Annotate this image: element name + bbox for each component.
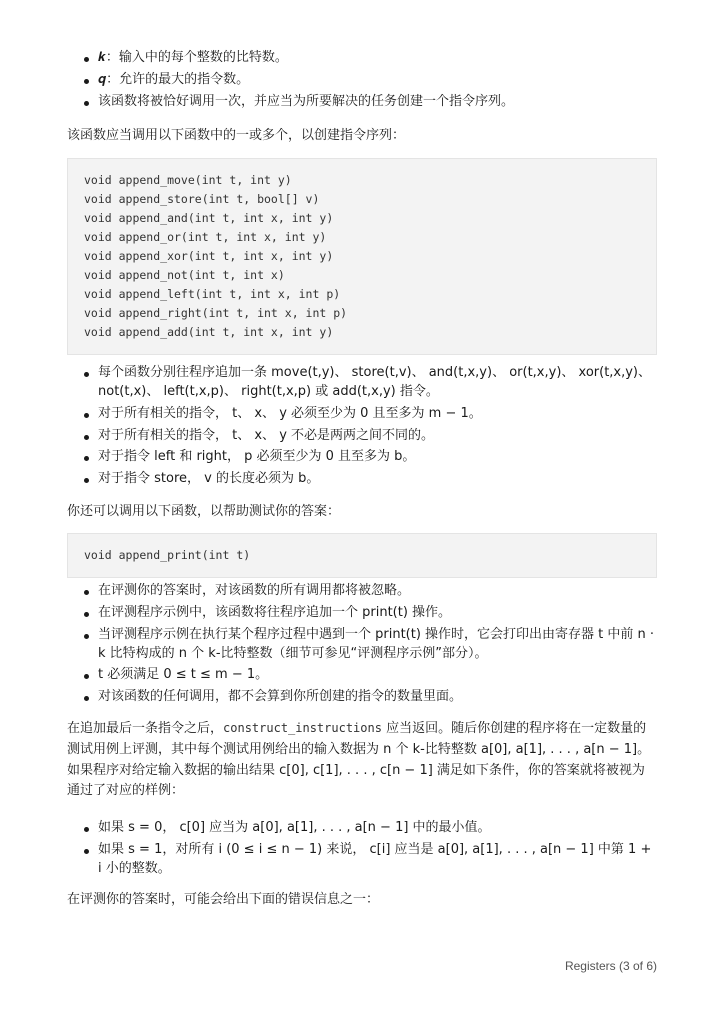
- function-name: construct_instructions: [223, 721, 382, 735]
- list-item: 如果 s = 1，对所有 i (0 ≤ i ≤ n − 1) 来说， c[i] 应当是 a[0], a[1], . . . , a[n − 1] 中第 1 + i 小的整数。: [60, 841, 657, 879]
- list-item: 对于指令 store， v 的长度必须为 b。: [60, 470, 657, 489]
- list-item: t 必须满足 0 ≤ t ≤ m − 1。: [60, 666, 657, 685]
- paragraph: 在评测你的答案时，可能会给出下面的错误信息之一：: [67, 892, 380, 907]
- list-item: 对于所有相关的指令， t、 x、 y 不必是两两之间不同的。: [60, 427, 657, 446]
- list-item: 该函数将被恰好调用一次，并应当为所要解决的任务创建一个指令序列。: [60, 93, 664, 112]
- text-span: 应当返回。随后你创建的程序将在一定数量的测试用例上评测，其中每个测试用例给出的输入数据为 n 个 k-比特整数 a[0], a[1], . . . , a[n − 1]。如果程序对给定输入数据的输出结果 c[0], c[1], . . . , c[n − 1] 满足如下条件，你的答案就将被视为通过了对应的样例：: [67, 721, 651, 799]
- code-line: void append_and(int t, int x, int y): [84, 211, 334, 225]
- paragraph-evaluation: [0, 719, 724, 802]
- paragraph: 你还可以调用以下函数，以帮助测试你的答案：: [67, 504, 341, 519]
- code-line: void append_store(int t, bool[] v): [84, 192, 320, 206]
- print-notes-list: [0, 582, 724, 710]
- param-list: [0, 49, 724, 115]
- list-item: 对该函数的任何调用，都不会算到你所创建的指令的数量里面。: [60, 688, 657, 707]
- code-line: void append_or(int t, int x, int y): [84, 230, 327, 244]
- code-line: void append_right(int t, int x, int p): [84, 306, 348, 320]
- text-span: 在追加最后一条指令之后，: [67, 721, 224, 736]
- list-item: 如果 s = 0， c[0] 应当为 a[0], a[1], . . . , a[n − 1] 中的最小值。: [60, 819, 657, 838]
- code-line: void append_left(int t, int x, int p): [84, 287, 341, 301]
- s-condition-list: [0, 819, 724, 882]
- code-line: void append_not(int t, int x): [84, 268, 285, 282]
- code-block-functions: [0, 158, 724, 355]
- code-line: void append_print(int t): [84, 548, 251, 562]
- page-footer: Registers (3 of 6): [564, 959, 657, 973]
- list-item: 在评测程序示例中，该函数将往程序追加一个 print(t) 操作。: [60, 604, 657, 623]
- list-item: 每个函数分别往程序追加一条 move(t,y)、 store(t,v)、 and(t,x,y)、 or(t,x,y)、 xor(t,x,y)、 not(t,x)、 left(t,x,p)、 right(t,x,p) 或 add(t,x,y) 指令。: [60, 364, 657, 402]
- list-item: 对于指令 left 和 right， p 必须至少为 0 且至多为 b。: [60, 448, 657, 467]
- list-item: 𝒒：允许的最大的指令数。: [60, 71, 664, 90]
- list-item: 在评测你的答案时，对该函数的所有调用都将被忽略。: [60, 582, 657, 601]
- code-line: void append_move(int t, int y): [84, 173, 292, 187]
- code-block-print: [0, 533, 724, 578]
- code-line: void append_xor(int t, int x, int y): [84, 249, 334, 263]
- rules-list: [0, 364, 724, 492]
- code-line: void append_add(int t, int x, int y): [84, 325, 334, 339]
- list-item: 𝒌：输入中的每个整数的比特数。: [60, 49, 664, 68]
- paragraph: 该函数应当调用以下函数中的一或多个，以创建指令序列：: [67, 128, 406, 143]
- list-item: 当评测程序示例在执行某个程序过程中遇到一个 print(t) 操作时，它会打印出由寄存器 t 中前 n · k 比特构成的 n 个 k-比特整数（细节可参见“评测程序示例”部分）。: [60, 626, 657, 664]
- list-item: 对于所有相关的指令， t、 x、 y 必须至少为 0 且至多为 m − 1。: [60, 405, 657, 424]
